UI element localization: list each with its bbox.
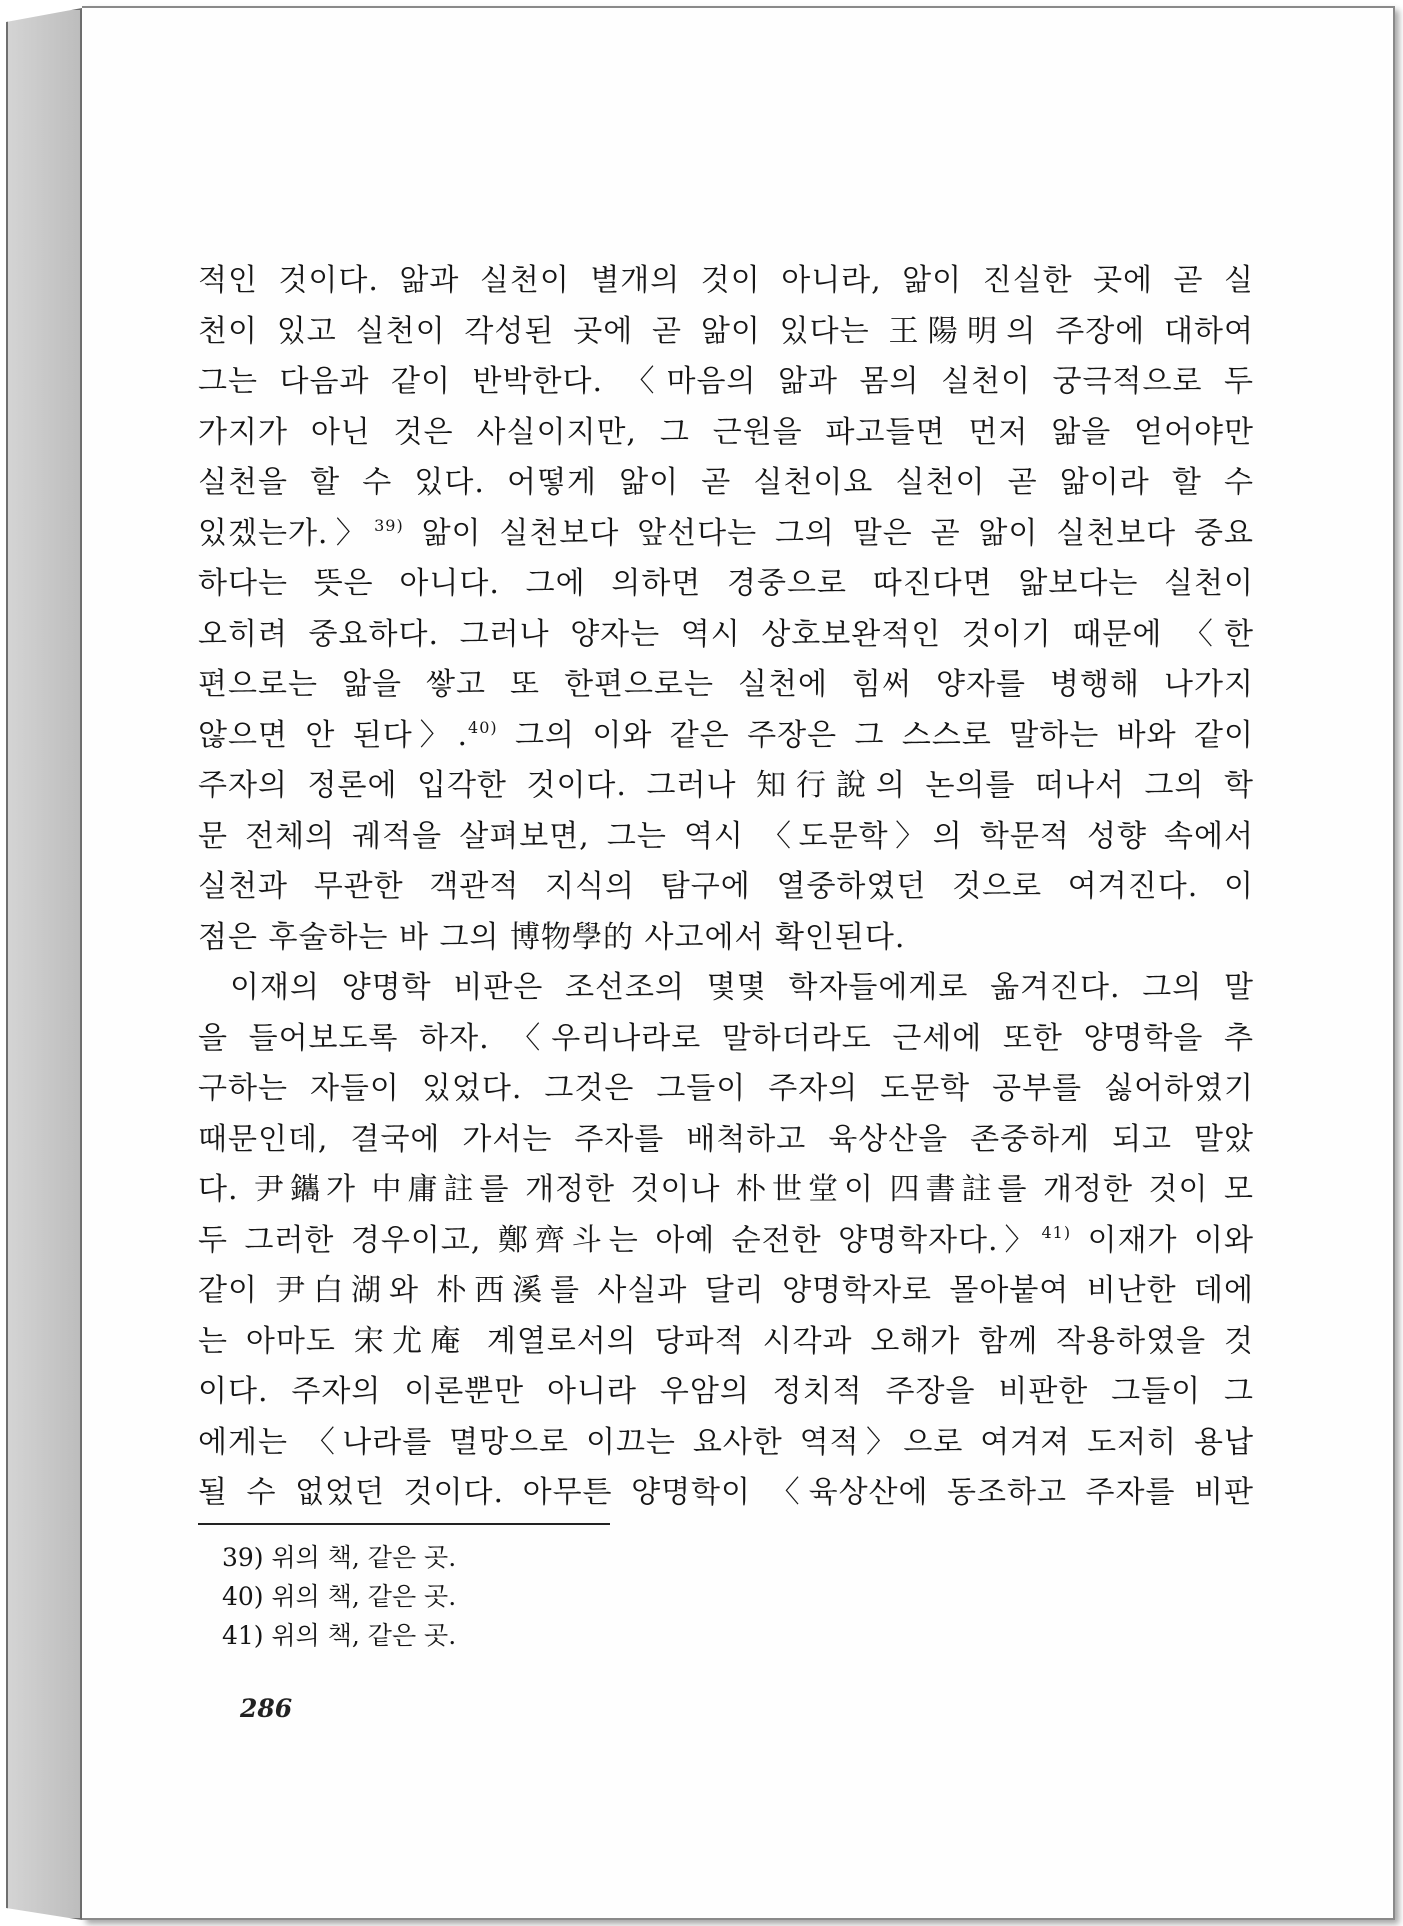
text-line: 될 수 없었던 것이다. 아무튼 양명학이 〈육상산에 동조하고 주자를 비판 [198, 1475, 1254, 1510]
text-line: 적인 것이다. 앎과 실천이 별개의 것이 아니라, 앎이 진실한 곳에 곧 실 [198, 263, 1254, 298]
text-line: 천이 있고 실천이 각성된 곳에 곧 앎이 있다는 王陽明의 주장에 대하여 [198, 313, 1254, 349]
text-line: 때문인데, 결국에 가서는 주자를 배척하고 육상산을 존중하게 되고 말았 [198, 1121, 1254, 1157]
paragraph-2 [198, 963, 1254, 1519]
footnote-ref-40: 40) [468, 717, 498, 737]
text-line: 문 전체의 궤적을 살펴보면, 그는 역시 〈도문학〉의 학문적 성향 속에서 [198, 818, 1254, 854]
text-line [198, 711, 1254, 762]
text-line: 점은 후술하는 바 그의 博物學的 사고에서 확인된다. [198, 919, 906, 955]
footnote-40: 40) 위의 책, 같은 곳. [222, 1582, 457, 1611]
text-line: 편으로는 앎을 쌓고 또 한편으로는 실천에 힘써 양자를 병행해 나가지 [198, 667, 1254, 702]
text-line: 는 아마도 宋尤庵 계열로서의 당파적 시각과 오해가 함께 작용하였을 것 [198, 1323, 1254, 1359]
footnote-41: 41) 위의 책, 같은 곳. [222, 1621, 457, 1650]
paragraph-1 [198, 256, 1254, 963]
footnote-divider [198, 1523, 610, 1525]
text-line: 이재의 양명학 비판은 조선조의 몇몇 학자들에게로 옮겨진다. 그의 말 [230, 970, 1254, 1005]
text-line: 을 들어보도록 하자. 〈우리나라로 말하더라도 근세에 또한 양명학을 추 [198, 1020, 1254, 1056]
text-segment: 그의 이와 같은 주장은 그 스스로 말하는 바와 같이 [497, 717, 1254, 753]
text-line [198, 509, 1254, 560]
text-line: 이다. 주자의 이론뿐만 아니라 우암의 정치적 주장을 비판한 그들이 그 [198, 1374, 1254, 1409]
book-spine [6, 8, 82, 1920]
footnote-ref-41: 41) [1041, 1222, 1072, 1242]
text-segment: 두 그러한 경우이고, 鄭齊斗는 아예 순전한 양명학자다.〉 [198, 1222, 1042, 1258]
text-line: 에게는 〈나라를 멸망으로 이끄는 요사한 역적〉으로 여겨져 도저히 용납 [198, 1424, 1254, 1460]
page-body-text [198, 256, 1254, 1519]
footnote-ref-39: 39) [374, 515, 404, 535]
footnotes [222, 1538, 456, 1655]
text-segment: 앎이 실천보다 앞선다는 그의 말은 곧 앎이 실천보다 중요 [403, 515, 1254, 551]
text-line: 하다는 뜻은 아니다. 그에 의하면 경중으로 따진다면 앎보다는 실천이 [198, 566, 1254, 601]
page-number: 286 [240, 1694, 293, 1723]
text-segment: 있겠는가.〉 [198, 515, 375, 551]
text-line [198, 1216, 1254, 1267]
text-line: 다. 尹鑴가 中庸註를 개정한 것이나 朴世堂이 四書註를 개정한 것이 모 [198, 1172, 1254, 1207]
text-line: 그는 다음과 같이 반박한다. 〈마음의 앎과 몸의 실천이 궁극적으로 두 [198, 364, 1254, 399]
text-segment: 않으면 안 된다〉. [198, 717, 469, 753]
text-line: 구하는 자들이 있었다. 그것은 그들이 주자의 도문학 공부를 싫어하였기 [198, 1071, 1254, 1106]
text-line: 같이 尹白湖와 朴西溪를 사실과 달리 양명학자로 몰아붙여 비난한 데에 [198, 1273, 1254, 1308]
text-line: 실천과 무관한 객관적 지식의 탐구에 열중하였던 것으로 여겨진다. 이 [198, 869, 1254, 904]
text-line: 실천을 할 수 있다. 어떻게 앎이 곧 실천이요 실천이 곧 앎이라 할 수 [198, 465, 1254, 500]
footnote-39: 39) 위의 책, 같은 곳. [222, 1543, 457, 1572]
text-segment: 이재가 이와 [1071, 1222, 1254, 1258]
text-line: 주자의 정론에 입각한 것이다. 그러나 知行說의 논의를 떠나서 그의 학 [198, 768, 1254, 803]
text-line: 오히려 중요하다. 그러나 양자는 역시 상호보완적인 것이기 때문에 〈한 [198, 616, 1254, 652]
text-line: 가지가 아닌 것은 사실이지만, 그 근원을 파고들면 먼저 앎을 얻어야만 [198, 414, 1254, 450]
